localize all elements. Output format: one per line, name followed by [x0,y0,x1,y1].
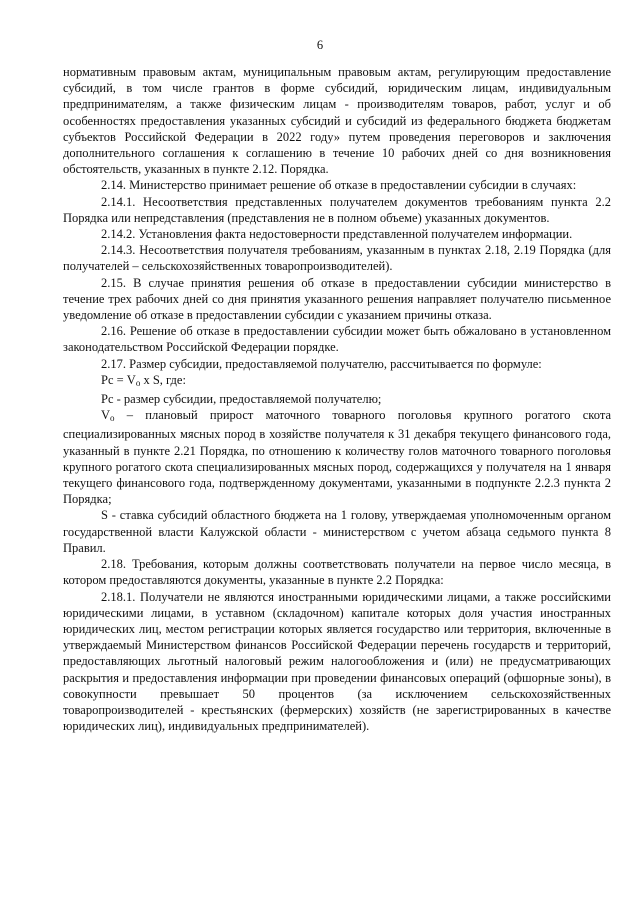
vo-text: – плановый прирост маточного товарного поголовья крупного рогатого скота специализированных мясных пород в хозяйстве получателя к 31 декабря текущего финансового года, указанный в пункте 2.21 Порядка, по отношению к количеству голов маточного товарного поголовья крупного рогатого скота специализированных мясных пород, содержащихся у получателя на 1 января текущего финансового года, подтвержденному документами, указанными в подпункте 2.2.3 пункта 2 Порядка; [63,408,611,507]
definition-vo [63,407,611,507]
page-number: 6 [316,38,324,52]
paragraph-2-17: 2.17. Размер субсидии, предоставляемой получателю, рассчитывается по формуле: [101,356,542,371]
definition-pc: Рс - размер субсидии, предоставляемой получателю; [101,392,382,407]
formula-subscript: o [135,377,141,388]
paragraph-2-14-3: 2.14.3. Несоответствия получателя требованиям, указанным в пунктах 2.18, 2.19 Порядка (для получателей – сельскохозяйственных товаропроизводителей). [63,243,611,274]
vo-symbol: V [101,408,111,423]
paragraph-2-14: 2.14. Министерство принимает решение об отказе в предоставлении субсидии в случаях: [101,178,577,193]
paragraph-2-15: 2.15. В случае принятия решения об отказе в предоставлении субсидии министерство в течение трех рабочих дней со дня принятия указанного решения направляет получателю письменное уведомление об отказе в предоставлении субсидии с указанием причины отказа. [63,275,611,323]
formula-prefix: Рс = V [101,372,136,387]
paragraph-2-14-1: 2.14.1. Несоответствия представленных получателем документов требованиям пункта 2.2 Порядка или непредставления (представления не в полном объеме) указанных документов. [63,194,611,225]
paragraph-2-18: 2.18. Требования, которым должны соответствовать получатели на первое число месяца, в котором предоставляются документы, указанные в пункте 2.2 Порядка: [63,557,611,588]
formula-suffix: x S, где: [140,372,186,387]
vo-subscript: o [110,413,115,424]
document-body [63,64,611,734]
paragraph-continuation: нормативным правовым актам, муниципальным правовым актам, регулирующим предоставление субсидий, в том числе грантов в форме субсидий, юридическим лицам, индивидуальным предпринимателям, а также физическим лицам - производителям товаров, работ, услуг и об особенностях предоставления указанных субсидий и субсидий из федерального бюджета бюджетам субъектов Российской Федерации в 2022 году» путем проведения переговоров и заключения дополнительного соглашения к соглашению в течение 10 рабочих дней со дня возникновения обстоятельств, указанных в пункте 2.12. Порядка. [63,65,611,177]
paragraph-2-16: 2.16. Решение об отказе в предоставлении субсидии может быть обжаловано в установленном законодательством Российской Федерации порядке. [63,324,611,355]
paragraph-2-18-1: 2.18.1. Получатели не являются иностранными юридическими лицами, а также российскими юридическими лицами, в уставном (складочном) капитале которых доля участия иностранных юридических лиц, местом регистрации которых является государство или территория, включенные в утверждаемый Министерством финансов Российской Федерации перечень государств и территорий, предоставляющих льготный налоговый режим налогообложения и (или) не предусматривающих раскрытия и предоставления информации при проведении финансовых операций (офшорные зоны), в совокупности превышает 50 процентов (за исключением сельскохозяйственных товаропроизводителей - крестьянских (фермерских) хозяйств (не зарегистрированных в качестве юридических лиц), индивидуальных предпринимателей). [63,589,611,734]
formula [63,372,611,391]
paragraph-2-14-2: 2.14.2. Установления факта недостоверности представленной получателем информации. [101,227,573,242]
definition-s: S - ставка субсидий областного бюджета на 1 голову, утверждаемая уполномоченным органом государственной власти Калужской области - министерством с учетом абзаца седьмого пункта 8 Правил. [63,508,611,555]
